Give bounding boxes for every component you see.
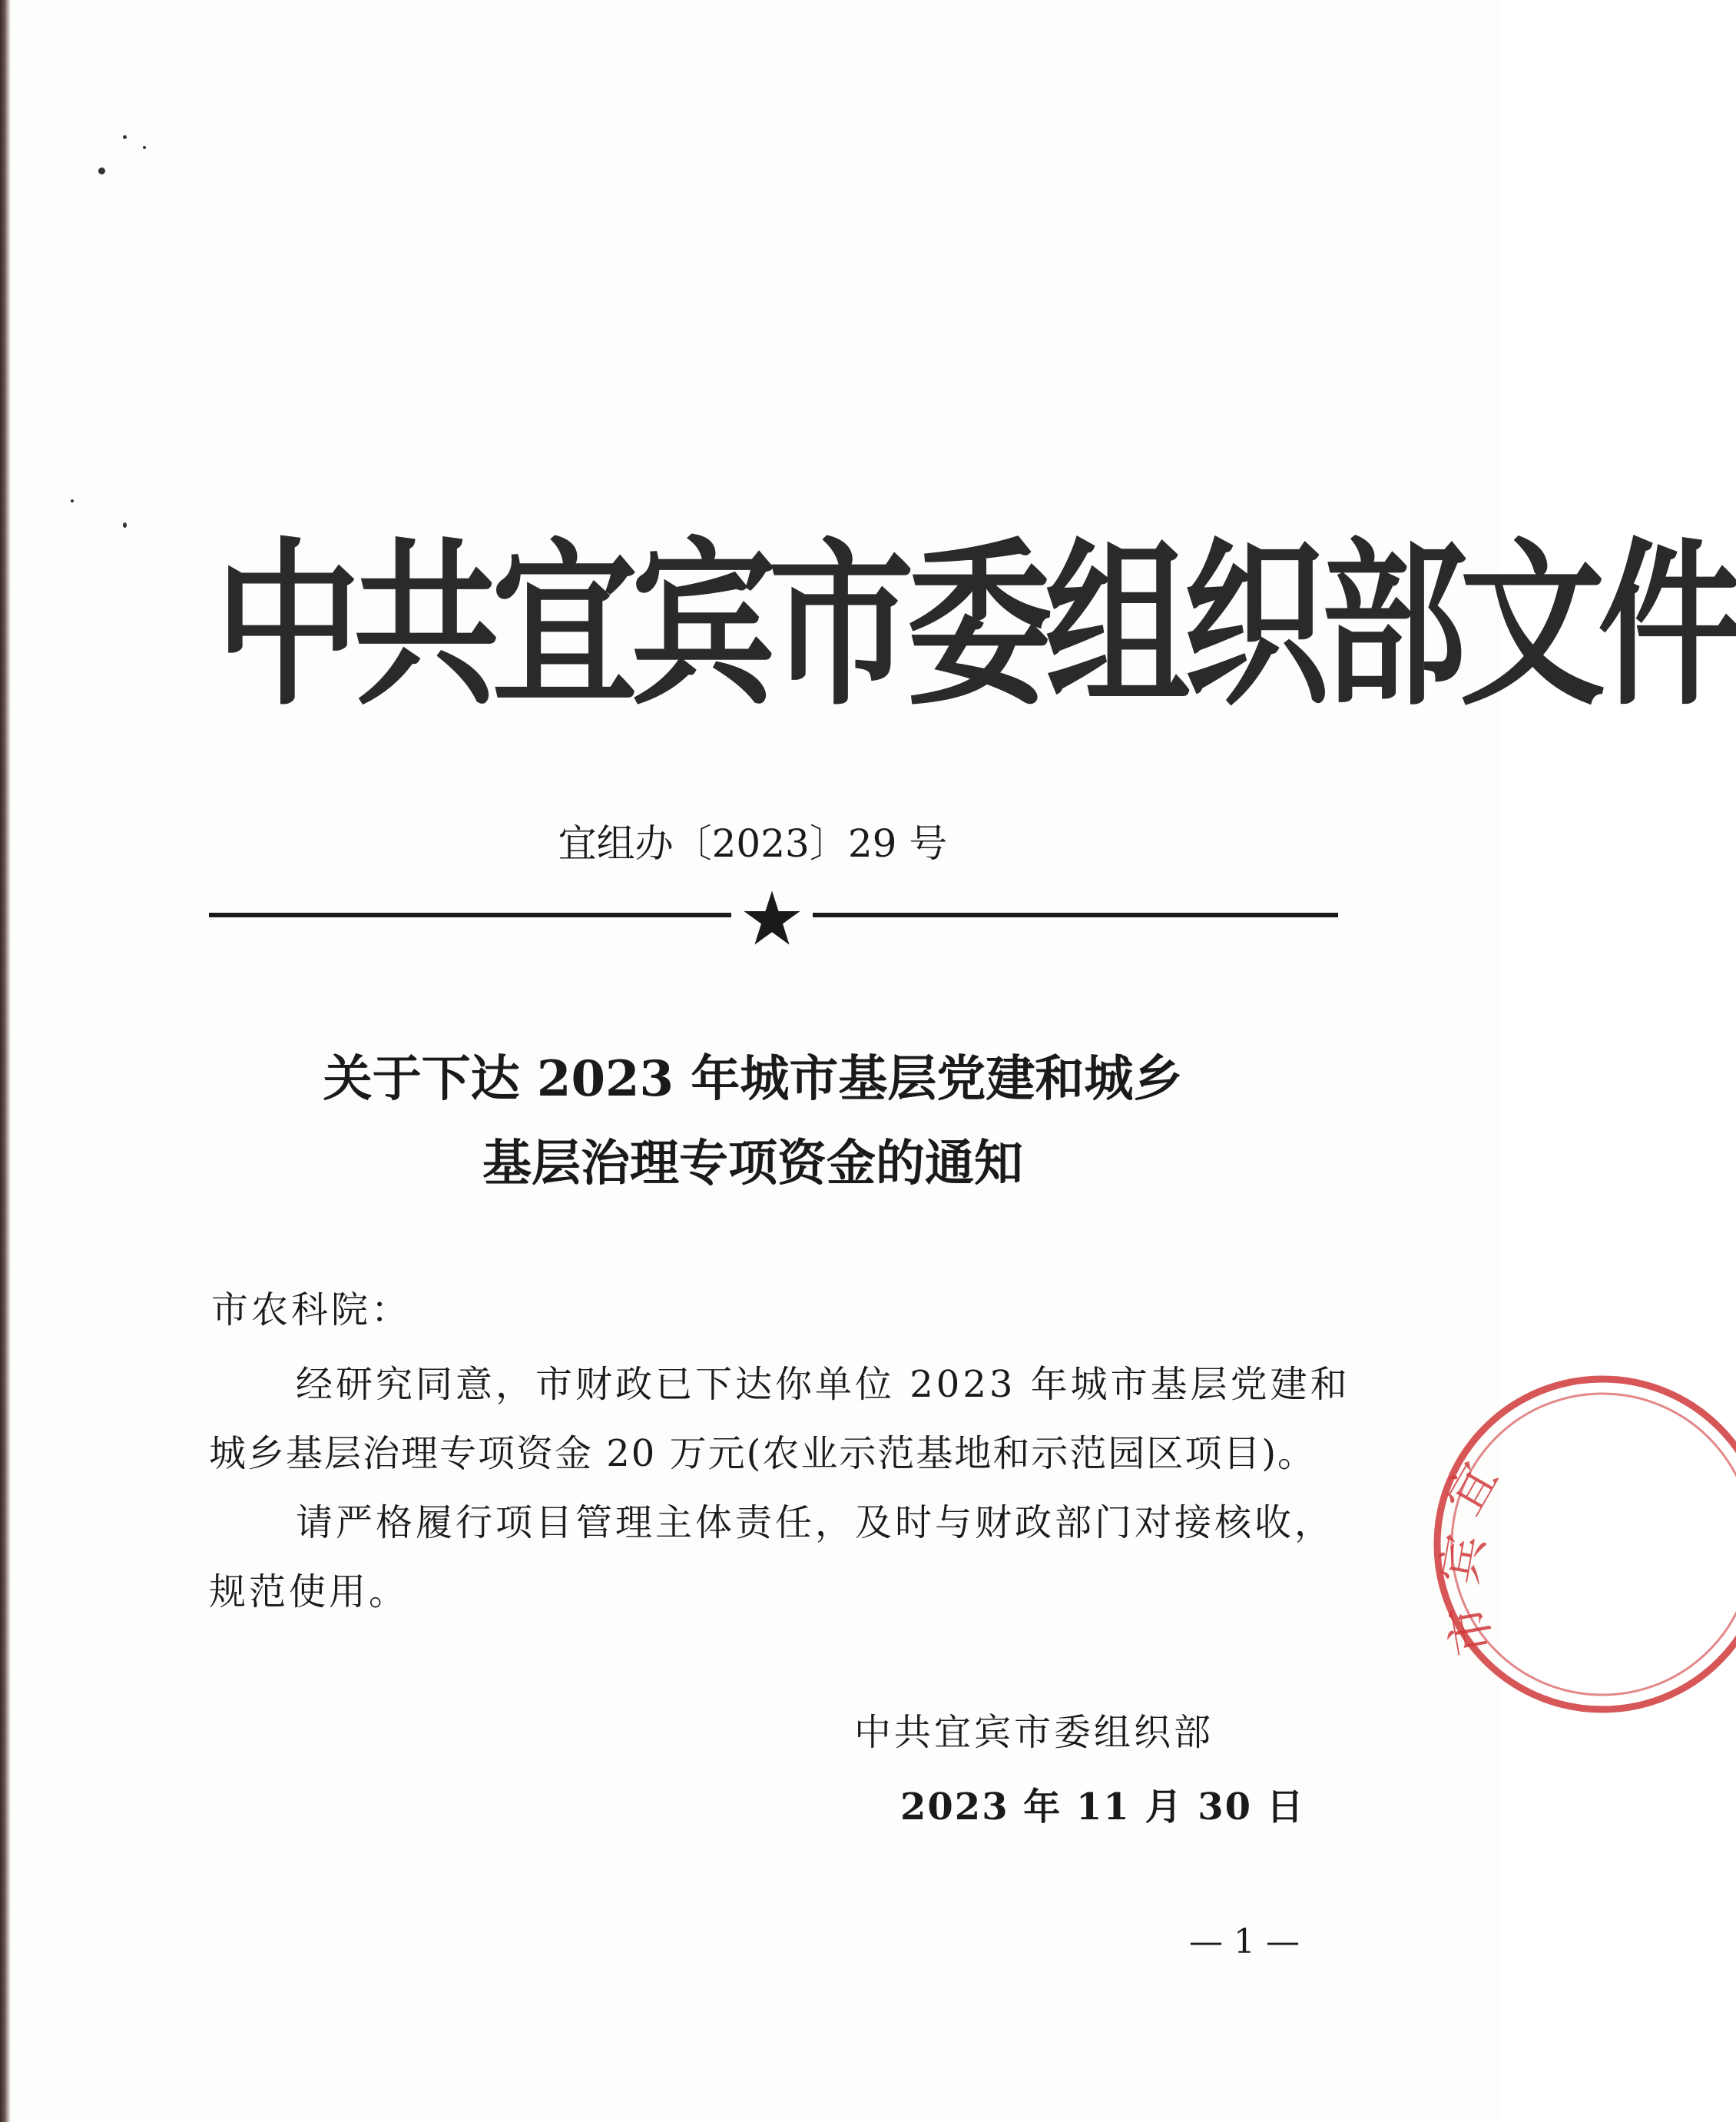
signer-organization: 中共宜宾市委组织部 — [854, 1711, 1214, 1754]
masthead-title: 中共宜宾市委组织部文件 — [215, 520, 1736, 730]
scan-speck — [71, 499, 74, 502]
scan-speck — [143, 146, 146, 149]
paragraph-1-line-1: 经研究同意，市财政已下达你单位 2023 年城市基层党建和 — [296, 1363, 1350, 1406]
notice-title-line-2: 基层治理专项资金的通知 — [482, 1135, 1023, 1192]
divider-right — [813, 913, 1338, 917]
scan-speck — [98, 167, 105, 174]
paragraph-2-line-2: 规范使用。 — [209, 1570, 409, 1613]
divider-left — [209, 913, 731, 917]
paragraph-2-line-1: 请严格履行项目管理主体责任，及时与财政部门对接核收， — [296, 1501, 1335, 1544]
document-number: 宜组办〔2023〕29 号 — [558, 821, 948, 866]
paragraph-1-line-2: 城乡基层治理专项资金 20 万元(农业示范基地和示范园区项目)。 — [209, 1432, 1317, 1475]
scan-edge-shadow — [0, 0, 11, 2122]
svg-text:宜: 宜 — [1435, 1453, 1509, 1524]
star-icon — [742, 890, 802, 947]
page-number: — 1 — — [1189, 1922, 1300, 1961]
svg-text:市: 市 — [1439, 1601, 1504, 1660]
official-seal-stamp — [1426, 1368, 1509, 1752]
svg-text:宾: 宾 — [1431, 1530, 1496, 1589]
issue-date: 2023 年 11 月 30 日 — [900, 1785, 1305, 1829]
scan-speck — [123, 135, 127, 139]
scan-speck — [123, 522, 127, 528]
notice-title-line-1: 关于下达 2023 年城市基层党建和城乡 — [323, 1050, 1183, 1108]
salutation: 市农科院： — [211, 1288, 412, 1331]
